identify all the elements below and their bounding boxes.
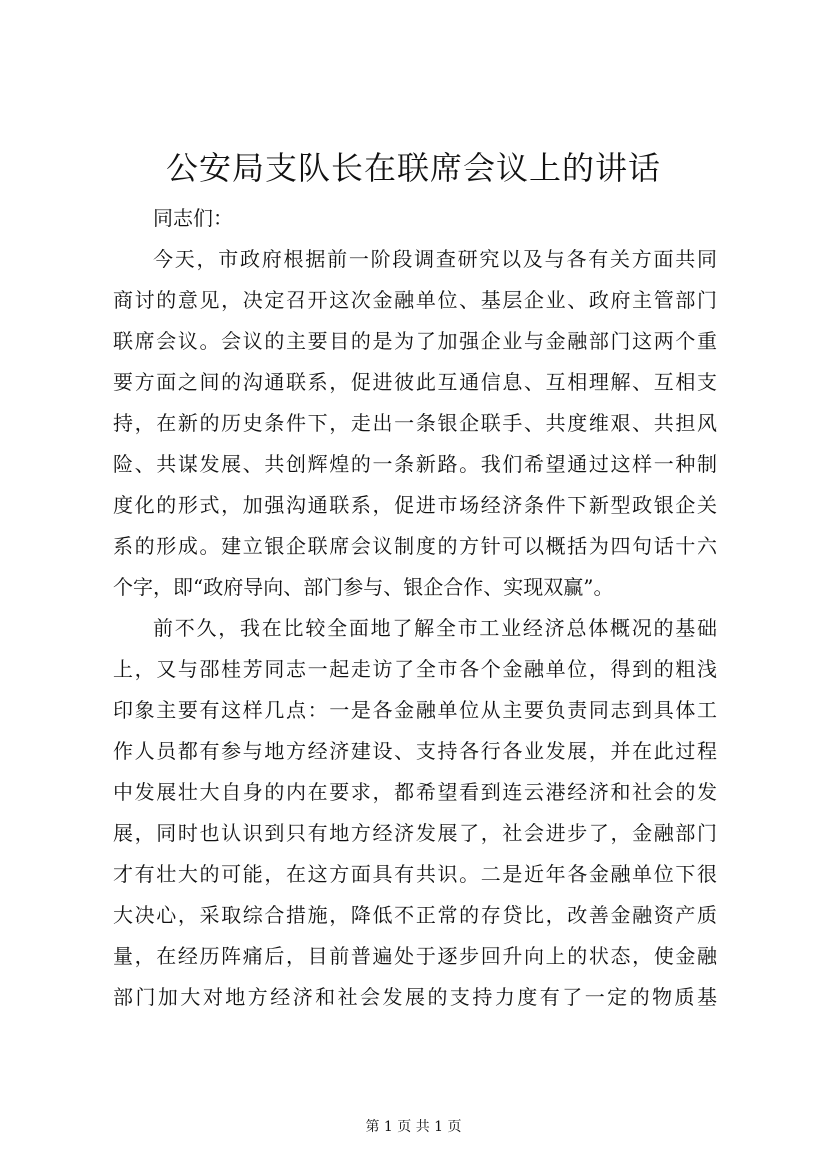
text-line: 个字，即“政府导向、部门参与、银企合作、实现双赢”。 <box>113 575 614 599</box>
text-line: 同志们： <box>153 206 233 230</box>
text-line: 系的形成。建立银企联席会议制度的方针可以概括为四句话十六 <box>113 534 717 558</box>
text-line: 作人员都有参与地方经济建设、支持各行各业发展，并在此过程 <box>113 739 717 763</box>
text-line: 大决心，采取综合措施，降低不正常的存贷比，改善金融资产质 <box>113 903 717 927</box>
text-line: 持，在新的历史条件下，走出一条银企联手、共度维艰、共担风 <box>113 411 717 435</box>
text-line: 要方面之间的沟通联系，促进彼此互通信息、互相理解、互相支 <box>113 370 717 394</box>
text-line: 险、共谋发展、共创辉煌的一条新路。我们希望通过这样一种制 <box>113 452 717 476</box>
document-body <box>113 198 717 1018</box>
text-line: 联席会议。会议的主要目的是为了加强企业与金融部门这两个重 <box>113 329 717 353</box>
text-line: 度化的形式，加强沟通联系，促进市场经济条件下新型政银企关 <box>113 493 717 517</box>
text-line: 中发展壮大自身的内在要求，都希望看到连云港经济和社会的发 <box>113 780 717 804</box>
text-line: 部门加大对地方经济和社会发展的支持力度有了一定的物质基 <box>113 985 717 1009</box>
document-title: 公安局支队长在联席会议上的讲话 <box>165 149 661 187</box>
text-line: 商讨的意见，决定召开这次金融单位、基层企业、政府主管部门 <box>113 288 717 312</box>
text-line: 今天，市政府根据前一阶段调查研究以及与各有关方面共同 <box>153 247 717 271</box>
text-line: 上，又与邵桂芳同志一起走访了全市各个金融单位，得到的粗浅 <box>113 657 717 681</box>
page-footer: 第 1 页 共 1 页 <box>365 1119 462 1135</box>
text-line: 展，同时也认识到只有地方经济发展了，社会进步了，金融部门 <box>113 821 717 845</box>
text-line: 前不久，我在比较全面地了解全市工业经济总体概况的基础 <box>153 616 717 640</box>
text-line: 才有壮大的可能，在这方面具有共识。二是近年各金融单位下很 <box>113 862 717 886</box>
text-line: 量，在经历阵痛后，目前普遍处于逐步回升向上的状态，使金融 <box>113 944 717 968</box>
text-line: 印象主要有这样几点：一是各金融单位从主要负责同志到具体工 <box>113 698 717 722</box>
